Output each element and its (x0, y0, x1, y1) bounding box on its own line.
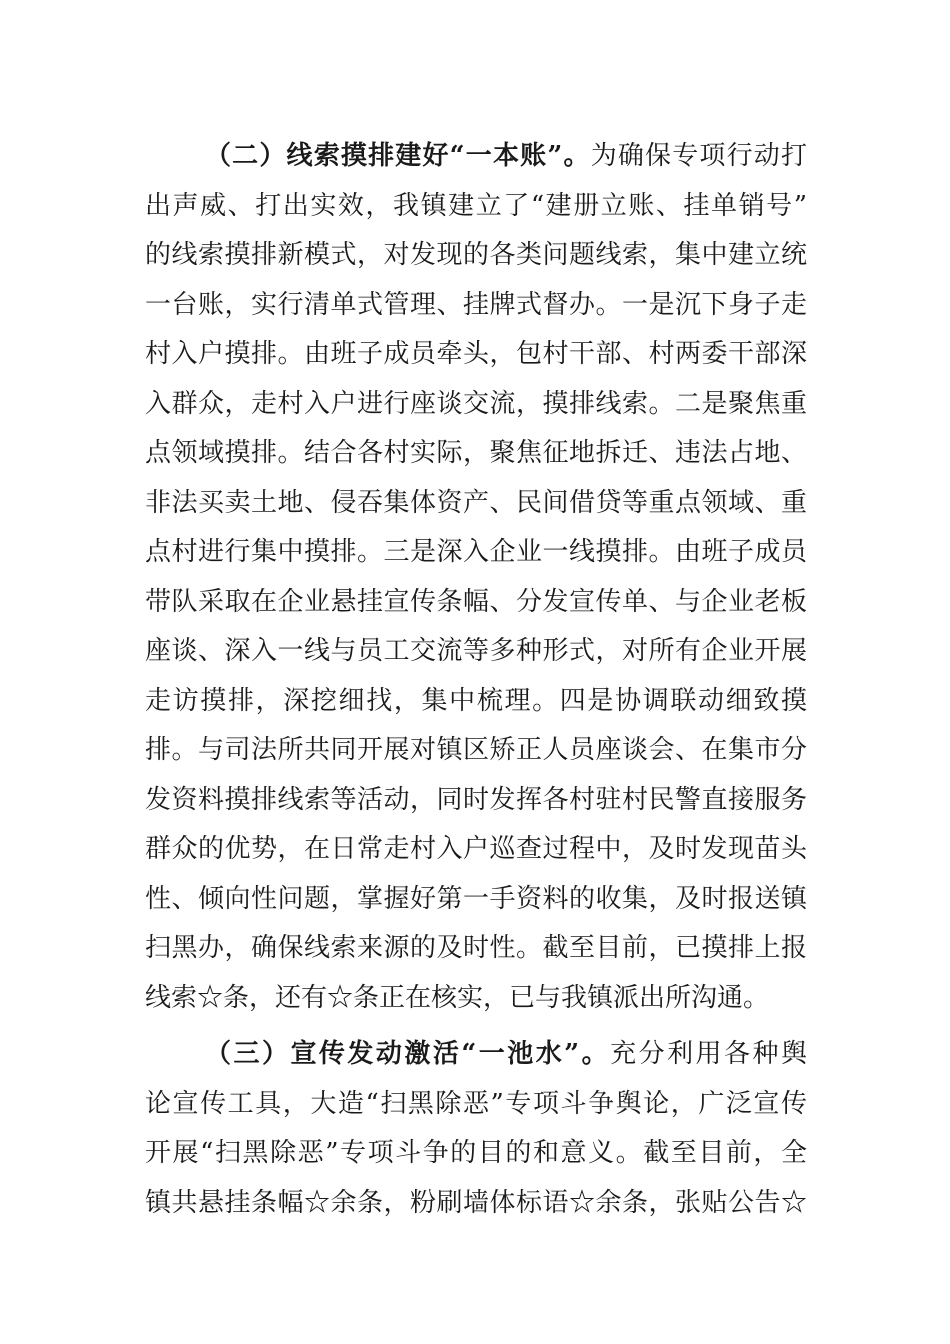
paragraph-line: 一台账，实行清单式管理、挂牌式督办。一是沉下身子走 (145, 289, 807, 320)
paragraph-line: 镇共悬挂条幅☆余条，粉刷墙体标语☆余条，张贴公告☆ (145, 1187, 807, 1218)
paragraph-line: 点村进行集中摸排。三是深入企业一线摸排。由班子成员 (145, 537, 807, 567)
paragraph-line: 扫黑办，确保线索来源的及时性。截至目前，已摸排上报 (145, 933, 807, 963)
paragraph-text: 为确保专项行动打 (590, 141, 807, 171)
paragraph-line: 村入户摸排。由班子成员牵头，包村干部、村两委干部深 (145, 339, 807, 369)
paragraph-line: 论宣传工具，大造“扫黑除恶”专项斗争舆论，广泛宣传 (145, 1088, 807, 1119)
section-3-paragraph (145, 1030, 807, 1228)
paragraph-line: 入群众，走村入户进行座谈交流，摸排线索。二是聚焦重 (145, 388, 807, 419)
paragraph-line: 排。与司法所共同开展对镇区矫正人员座谈会、在集市分 (145, 735, 807, 765)
paragraph-line: 点领域摸排。结合各村实际，聚焦征地拆迁、违法占地、 (145, 438, 807, 468)
paragraph-line: 性、倾向性问题，掌握好第一手资料的收集，及时报送镇 (145, 883, 807, 914)
paragraph-line: 非法买卖土地、侵吞集体资产、民间借贷等重点领域、重 (145, 487, 807, 518)
paragraph-line: 发资料摸排线索等活动，同时发挥各村驻村民警直接服务 (145, 784, 807, 815)
paragraph-line: 座谈、深入一线与员工交流等多种形式，对所有企业开展 (145, 636, 807, 666)
paragraph-line: 群众的优势，在日常走村入户巡查过程中，及时发现苗头 (145, 834, 807, 864)
paragraph-line: 带队采取在企业悬挂宣传条幅、分发宣传单、与企业老板 (145, 586, 807, 617)
paragraph-line: 走访摸排，深挖细找，集中梳理。四是协调联动细致摸 (145, 685, 807, 716)
section-3-heading: （三）宣传发动激活“一池水”。 (205, 1039, 611, 1069)
paragraph-line (145, 132, 807, 182)
paragraph-line: 的线索摸排新模式，对发现的各类问题线索，集中建立统 (145, 240, 807, 270)
paragraph-line: 线索☆条，还有☆条正在核实，已与我镇派出所沟通。 (145, 982, 770, 1013)
section-2-heading: （二）线索摸排建好“一本账”。 (205, 141, 591, 171)
paragraph-line: 出声威、打出实效，我镇建立了“建册立账、挂单销号” (145, 190, 807, 221)
paragraph-line (145, 1030, 807, 1080)
section-2-paragraph (145, 132, 807, 1023)
paragraph-text: 充分利用各种舆 (610, 1039, 807, 1069)
paragraph-line: 开展“扫黑除恶”专项斗争的目的和意义。截至目前，全 (145, 1138, 807, 1168)
